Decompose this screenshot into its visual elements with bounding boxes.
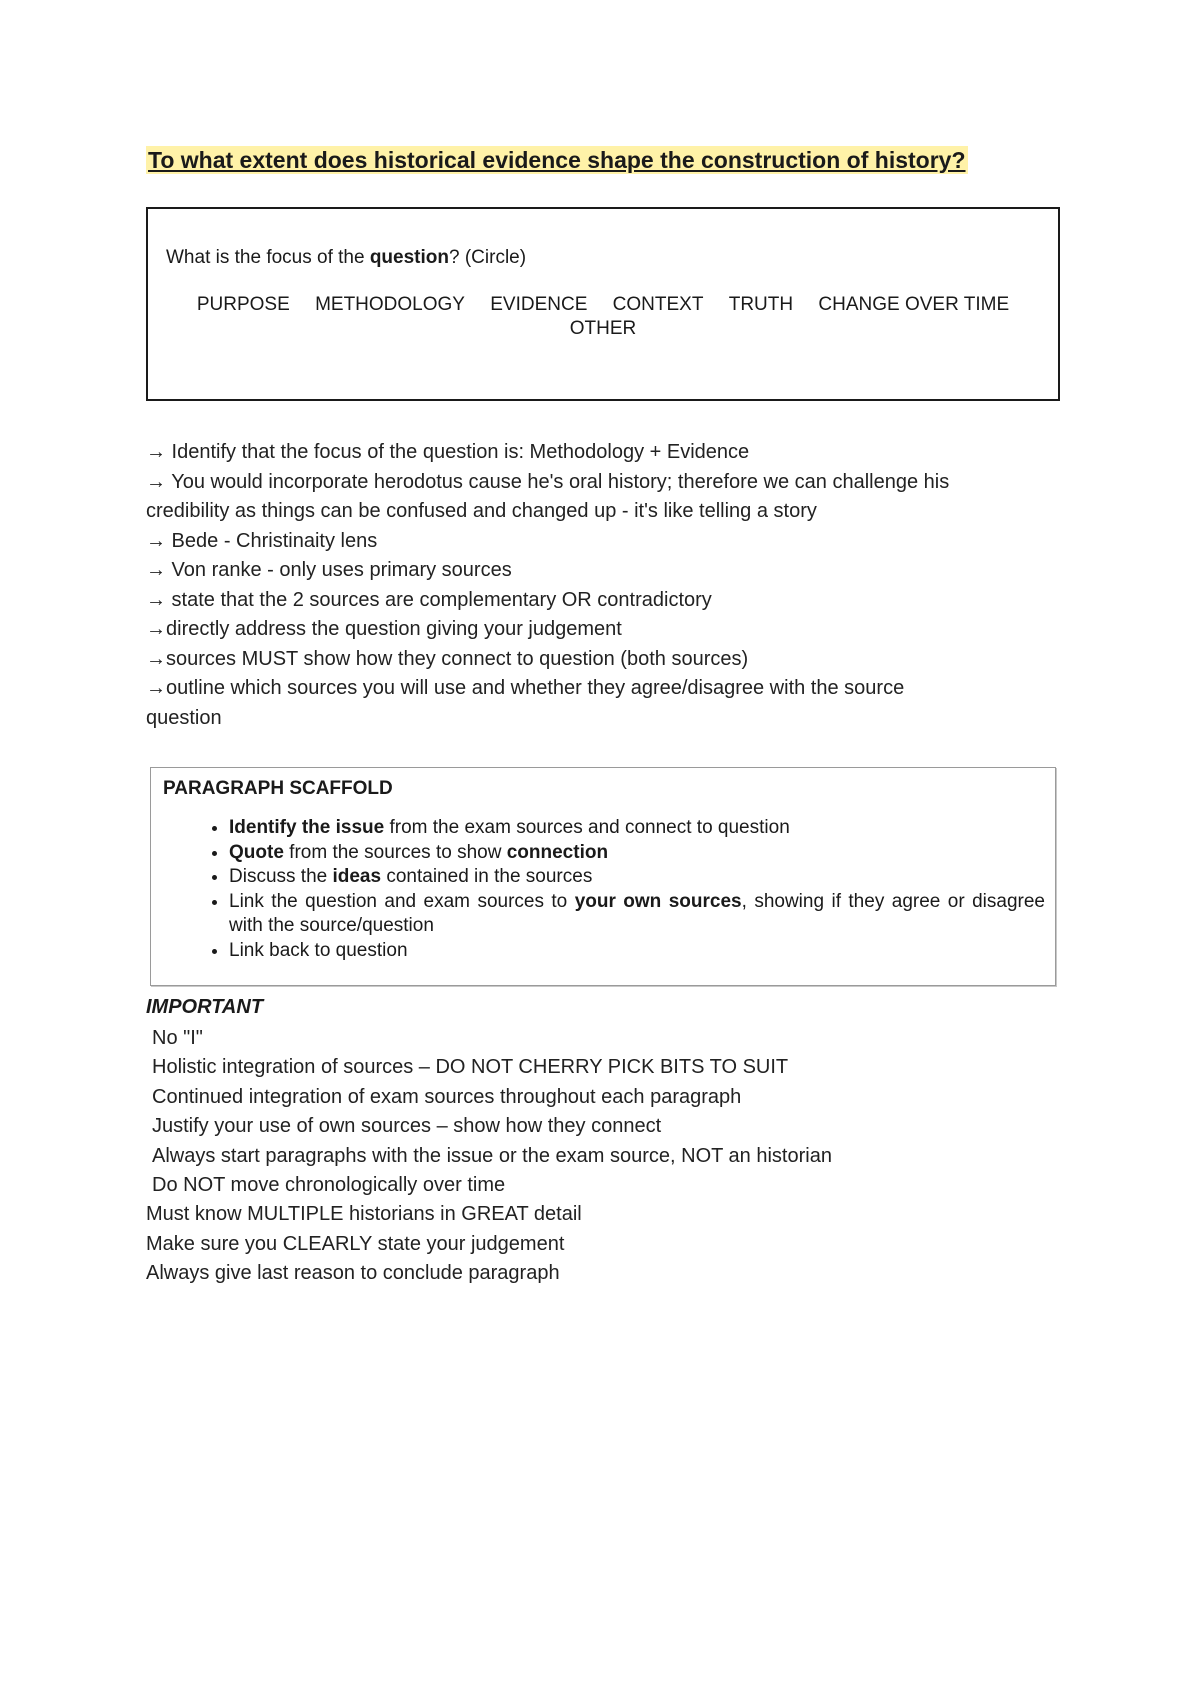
focus-prompt-before: What is the focus of the [166,247,370,268]
scaffold-item-bold: ideas [332,866,382,887]
focus-option-other[interactable]: OTHER [569,318,637,339]
scaffold-item-text: contained in the sources [381,866,593,887]
focus-option-evidence[interactable]: EVIDENCE [490,294,588,315]
note-line: → Identify that the focus of the question is: Methodology + Evidence [146,441,750,463]
important-line: Holistic integration of sources – DO NOT CHERRY PICK BITS TO SUIT [152,1056,789,1079]
note-line: question [146,706,222,729]
paragraph-scaffold-box [150,767,1056,986]
note-line: →sources MUST show how they connect to question (both sources) [146,647,749,670]
important-line: No "I" [152,1027,203,1049]
note-line: → You would incorporate herodotus cause he's oral history; therefore we can challenge his [146,470,950,493]
note-line: → Bede - Christinaity lens [146,529,378,552]
focus-option-context[interactable]: CONTEXT [612,294,704,315]
focus-options-row-1 [148,293,1058,317]
focus-options [148,293,1058,341]
scaffold-item [229,865,1045,890]
scaffold-item [229,841,1045,866]
scaffold-list [151,816,1057,963]
important-line: Justify your use of own sources – show how they connect [152,1115,662,1138]
scaffold-item-text: Link back to question [229,939,408,961]
scaffold-item [229,890,1045,939]
note-line: →outline which sources you will use and whether they agree/disagree with the source [146,677,905,699]
scaffold-item-bold: your own sources [574,890,742,912]
important-line: Do NOT move chronologically over time [152,1174,506,1197]
scaffold-item [229,939,1045,964]
document-title: To what extent does historical evidence shape the construction of history? [148,147,966,173]
scaffold-item-text: from the exam sources and connect to question [384,817,790,838]
scaffold-item-text: , showing if they agree or disagree with the source/question [229,890,1045,936]
focus-option-methodology[interactable]: METHODOLOGY [315,294,465,315]
scaffold-item [229,816,1045,841]
focus-option-purpose[interactable]: PURPOSE [196,294,290,315]
notes-list [146,438,1066,733]
important-line: Always start paragraphs with the issue or the exam source, NOT an historian [152,1144,832,1167]
important-line: Continued integration of exam sources throughout each paragraph [152,1085,742,1108]
focus-option-truth[interactable]: TRUTH [728,294,794,315]
note-line: →directly address the question giving your judgement [146,618,622,640]
important-line: Always give last reason to conclude paragraph [146,1262,560,1285]
focus-options-row-2 [148,317,1058,341]
note-line: → Von ranke - only uses primary sources [146,559,512,581]
focus-prompt [166,247,526,269]
scaffold-item-bold: connection [506,841,609,863]
important-list [146,1024,1066,1289]
scaffold-heading: PARAGRAPH SCAFFOLD [163,778,393,799]
scaffold-item-text: from the sources to show [283,841,507,863]
focus-question-box [146,207,1060,401]
important-line: Must know MULTIPLE historians in GREAT detail [146,1203,582,1226]
focus-prompt-bold: question [369,247,449,268]
important-line: Make sure you CLEARLY state your judgement [146,1232,565,1255]
scaffold-item-bold: Quote [229,841,284,863]
note-line: credibility as things can be confused and changed up - it's like telling a story [146,500,817,522]
note-line: → state that the 2 sources are complementary OR contradictory [146,588,712,611]
focus-prompt-after: ? (Circle) [449,247,527,268]
important-heading: IMPORTANT [146,996,264,1018]
scaffold-item-bold: Identify the issue [229,817,385,838]
scaffold-item-text: Link the question and exam sources to [229,890,575,912]
focus-option-change-over-time[interactable]: CHANGE OVER TIME [818,294,1010,315]
scaffold-item-text: Discuss the [229,866,333,887]
